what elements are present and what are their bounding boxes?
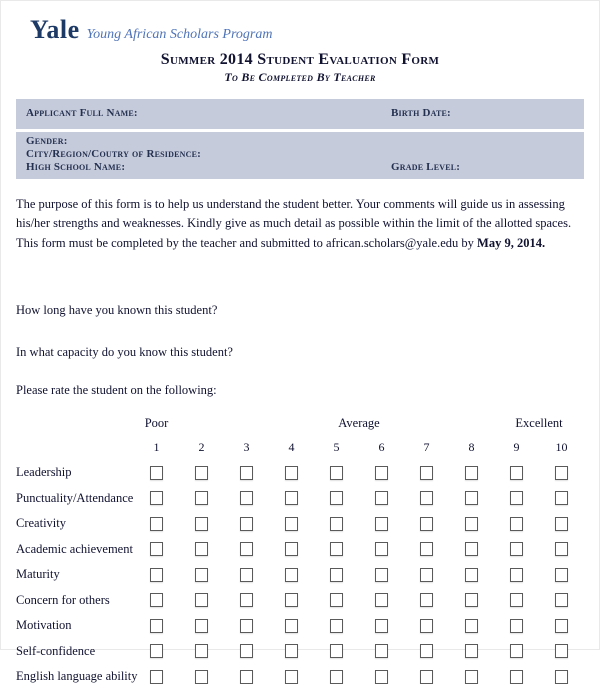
rating-cell [494, 517, 539, 531]
rating-checkbox[interactable] [240, 644, 253, 658]
rating-row [16, 618, 584, 633]
scale-poor-label: Poor [144, 416, 169, 431]
rating-cell [269, 542, 314, 556]
rating-checkbox[interactable] [195, 491, 208, 505]
rating-cell [269, 670, 314, 684]
rating-cell [404, 542, 449, 556]
rating-checkbox[interactable] [420, 619, 433, 633]
rating-checkbox[interactable] [285, 517, 298, 531]
rating-checkbox[interactable] [285, 593, 298, 607]
rating-checkbox[interactable] [510, 466, 523, 480]
rating-cell [134, 517, 179, 531]
rating-checkbox[interactable] [465, 568, 478, 582]
rating-cell [314, 644, 359, 658]
rating-checkbox[interactable] [465, 644, 478, 658]
rating-cell [134, 466, 179, 480]
rating-checkbox[interactable] [330, 517, 343, 531]
rating-cell [359, 644, 404, 658]
rating-checkbox[interactable] [465, 466, 478, 480]
rating-cell [449, 542, 494, 556]
rating-cell [494, 491, 539, 505]
rating-cell [224, 466, 269, 480]
rating-cell [494, 568, 539, 582]
rating-cell [134, 542, 179, 556]
rating-checkbox[interactable] [195, 644, 208, 658]
rating-cell [314, 670, 359, 684]
rating-checkbox[interactable] [240, 670, 253, 684]
rating-row [16, 669, 584, 684]
rating-checkbox[interactable] [240, 568, 253, 582]
scale-number-3: 3 [243, 440, 250, 455]
rating-cell [539, 670, 584, 684]
email-address: african.scholars@yale.edu [326, 235, 459, 250]
rating-cell [134, 491, 179, 505]
rating-cell [224, 517, 269, 531]
rating-checkbox[interactable] [555, 670, 568, 684]
form-subtitle: To Be Completed By Teacher [224, 70, 376, 84]
rating-row [16, 593, 584, 608]
rating-grid [16, 465, 584, 684]
rating-cell [314, 517, 359, 531]
rating-row-label: Motivation [16, 618, 72, 633]
rating-cell [359, 593, 404, 607]
rating-checkbox[interactable] [420, 517, 433, 531]
rating-cell [449, 568, 494, 582]
rating-checkbox[interactable] [375, 644, 388, 658]
rating-cell [404, 517, 449, 531]
scale-number-9: 9 [513, 440, 520, 455]
rating-checkbox[interactable] [285, 619, 298, 633]
applicant-name-label: Applicant Full Name: [26, 107, 138, 119]
rating-checkbox[interactable] [150, 466, 163, 480]
rating-cell [359, 517, 404, 531]
rating-checkbox[interactable] [240, 593, 253, 607]
program-logo [16, 1, 584, 45]
scale-number-7: 7 [423, 440, 430, 455]
rating-cell [539, 517, 584, 531]
rating-checkbox[interactable] [150, 542, 163, 556]
rating-cell [179, 568, 224, 582]
scale-number-10: 10 [555, 440, 568, 455]
rating-cell [269, 491, 314, 505]
due-date: May 9, 2014. [477, 235, 546, 250]
rating-row-label: Punctuality/Attendance [16, 490, 134, 505]
rating-checkbox[interactable] [375, 517, 388, 531]
rating-cell [269, 644, 314, 658]
rating-cell [269, 619, 314, 633]
school-name-label: High School Name: [26, 161, 126, 173]
rating-checkbox[interactable] [285, 568, 298, 582]
rating-checkbox[interactable] [375, 568, 388, 582]
intro-text: The purpose of this form is to help us understand the student better. Your comments will guide us in assessing his/her strengths and weaknesses. Kindly give as much detail as possible within the limit of the allotted spaces. This form must be completed by the teacher and submitted to [16, 197, 572, 250]
rating-cell [404, 644, 449, 658]
rating-cell [539, 466, 584, 480]
rating-cell [179, 517, 224, 531]
rating-cell [179, 593, 224, 607]
rating-checkbox[interactable] [510, 619, 523, 633]
rating-cell [404, 491, 449, 505]
rating-checkbox[interactable] [465, 517, 478, 531]
rating-checkbox[interactable] [510, 542, 523, 556]
rating-checkbox[interactable] [285, 670, 298, 684]
rating-cell [494, 542, 539, 556]
rating-checkbox[interactable] [510, 593, 523, 607]
birth-date-label: Birth Date: [391, 107, 451, 119]
rating-checkbox[interactable] [330, 466, 343, 480]
rating-cell [404, 466, 449, 480]
applicant-info-box-top [16, 99, 584, 129]
rating-cell [179, 619, 224, 633]
rating-cell [134, 593, 179, 607]
rating-cell [314, 466, 359, 480]
rating-row [16, 465, 584, 480]
rating-checkbox[interactable] [420, 466, 433, 480]
rating-cell [449, 670, 494, 684]
rating-cell [179, 644, 224, 658]
rating-cell [224, 619, 269, 633]
rating-checkbox[interactable] [375, 491, 388, 505]
rating-checkbox[interactable] [375, 619, 388, 633]
rating-cell [539, 568, 584, 582]
rating-checkbox[interactable] [465, 619, 478, 633]
rating-checkbox[interactable] [555, 491, 568, 505]
rating-cell [314, 491, 359, 505]
intro-text-after: by [458, 235, 478, 250]
rating-checkbox[interactable] [195, 517, 208, 531]
rating-cell [359, 619, 404, 633]
rating-checkbox[interactable] [150, 517, 163, 531]
rating-row [16, 644, 584, 659]
program-name: Young African Scholars Program [86, 27, 273, 42]
rating-checkbox[interactable] [150, 619, 163, 633]
residence-label: City/Region/Coutry of Residence: [26, 148, 201, 160]
rating-cell [179, 542, 224, 556]
rating-cell [404, 619, 449, 633]
rating-cell [224, 491, 269, 505]
rating-cell [494, 466, 539, 480]
rating-row-label: Creativity [16, 516, 66, 531]
rating-checkbox[interactable] [375, 670, 388, 684]
rating-checkbox[interactable] [465, 593, 478, 607]
rating-checkbox[interactable] [510, 568, 523, 582]
rating-checkbox[interactable] [555, 644, 568, 658]
rating-checkbox[interactable] [285, 466, 298, 480]
rating-row-label: Self-confidence [16, 643, 96, 658]
rating-row-label: Leadership [16, 465, 72, 480]
rating-checkbox[interactable] [420, 593, 433, 607]
rating-cell [404, 670, 449, 684]
rating-checkbox[interactable] [240, 542, 253, 556]
rating-cell [134, 619, 179, 633]
rating-row-label: Concern for others [16, 592, 110, 607]
rating-cell [269, 517, 314, 531]
rating-cell [494, 670, 539, 684]
rating-cell [404, 568, 449, 582]
scale-number-6: 6 [378, 440, 385, 455]
rating-cell [134, 670, 179, 684]
rating-checkbox[interactable] [240, 619, 253, 633]
rating-cell [539, 644, 584, 658]
question-known-duration: How long have you known this student? [16, 303, 218, 318]
scale-number-4: 4 [288, 440, 295, 455]
rating-checkbox[interactable] [240, 491, 253, 505]
rating-checkbox[interactable] [510, 670, 523, 684]
rating-checkbox[interactable] [285, 491, 298, 505]
rating-checkbox[interactable] [375, 542, 388, 556]
rating-checkbox[interactable] [375, 466, 388, 480]
rating-checkbox[interactable] [420, 644, 433, 658]
rating-cell [359, 568, 404, 582]
rating-cell [539, 491, 584, 505]
rating-cell [224, 568, 269, 582]
rating-cell [314, 542, 359, 556]
rating-cell [224, 593, 269, 607]
rating-cell [539, 542, 584, 556]
rating-cell [449, 619, 494, 633]
rating-checkbox[interactable] [195, 466, 208, 480]
rating-checkbox[interactable] [465, 491, 478, 505]
rating-cell [359, 466, 404, 480]
rating-checkbox[interactable] [420, 542, 433, 556]
rating-cell [134, 644, 179, 658]
rating-checkbox[interactable] [240, 517, 253, 531]
rating-cell [269, 568, 314, 582]
rating-cell [314, 593, 359, 607]
rating-checkbox[interactable] [195, 542, 208, 556]
rating-checkbox[interactable] [510, 644, 523, 658]
rating-checkbox[interactable] [555, 619, 568, 633]
scale-number-5: 5 [333, 440, 340, 455]
rating-cell [359, 491, 404, 505]
rating-cell [494, 619, 539, 633]
rating-row-label: Maturity [16, 567, 60, 582]
form-title: Summer 2014 Student Evaluation Form [160, 51, 440, 68]
question-capacity: In what capacity do you know this student? [16, 345, 233, 360]
rating-checkbox[interactable] [465, 670, 478, 684]
rating-row [16, 491, 584, 506]
rating-checkbox[interactable] [195, 619, 208, 633]
rating-checkbox[interactable] [555, 517, 568, 531]
rating-cell [314, 619, 359, 633]
rating-cell [134, 568, 179, 582]
scale-number-2: 2 [198, 440, 205, 455]
rating-checkbox[interactable] [330, 670, 343, 684]
rating-checkbox[interactable] [555, 593, 568, 607]
rating-cell [224, 644, 269, 658]
rating-row [16, 516, 584, 531]
rating-checkbox[interactable] [240, 466, 253, 480]
rating-checkbox[interactable] [465, 542, 478, 556]
rating-cell [269, 466, 314, 480]
rating-cell [224, 542, 269, 556]
rating-cell [539, 619, 584, 633]
scale-number-1: 1 [153, 440, 160, 455]
rating-row-label: Academic achievement [16, 541, 133, 556]
scale-numbers-row [16, 440, 584, 455]
rating-checkbox[interactable] [510, 491, 523, 505]
yale-wordmark: Yale [30, 15, 80, 44]
rating-checkbox[interactable] [195, 593, 208, 607]
rating-checkbox[interactable] [150, 491, 163, 505]
rating-instruction: Please rate the student on the following: [16, 383, 217, 398]
gender-label: Gender: [26, 135, 68, 147]
rating-checkbox[interactable] [330, 644, 343, 658]
rating-checkbox[interactable] [195, 670, 208, 684]
rating-cell [359, 542, 404, 556]
rating-cell [494, 593, 539, 607]
rating-checkbox[interactable] [150, 593, 163, 607]
rating-cell [449, 466, 494, 480]
rating-checkbox[interactable] [555, 466, 568, 480]
rating-checkbox[interactable] [330, 619, 343, 633]
rating-checkbox[interactable] [375, 593, 388, 607]
rating-row-label: English language ability [16, 669, 138, 684]
rating-cell [494, 644, 539, 658]
rating-checkbox[interactable] [195, 568, 208, 582]
rating-checkbox[interactable] [420, 670, 433, 684]
rating-checkbox[interactable] [420, 568, 433, 582]
rating-cell [179, 466, 224, 480]
rating-checkbox[interactable] [330, 568, 343, 582]
rating-cell [449, 517, 494, 531]
rating-cell [359, 670, 404, 684]
rating-checkbox[interactable] [150, 644, 163, 658]
grade-level-label: Grade Level: [391, 161, 461, 173]
rating-checkbox[interactable] [285, 542, 298, 556]
rating-cell [224, 670, 269, 684]
rating-cell [179, 670, 224, 684]
intro-paragraph [16, 195, 584, 253]
rating-cell [449, 593, 494, 607]
rating-cell [449, 491, 494, 505]
scale-labels-row [16, 416, 584, 431]
rating-checkbox[interactable] [510, 517, 523, 531]
rating-cell [539, 593, 584, 607]
scale-number-8: 8 [468, 440, 475, 455]
scale-average-label: Average [338, 416, 380, 431]
rating-checkbox[interactable] [285, 644, 298, 658]
rating-checkbox[interactable] [555, 542, 568, 556]
rating-cell [404, 593, 449, 607]
rating-checkbox[interactable] [555, 568, 568, 582]
rating-checkbox[interactable] [150, 568, 163, 582]
rating-checkbox[interactable] [150, 670, 163, 684]
rating-cell [314, 568, 359, 582]
applicant-info-box-bottom [16, 132, 584, 179]
rating-checkbox[interactable] [330, 593, 343, 607]
rating-cell [269, 593, 314, 607]
rating-row [16, 542, 584, 557]
rating-cell [449, 644, 494, 658]
rating-checkbox[interactable] [330, 542, 343, 556]
rating-cell [179, 491, 224, 505]
rating-checkbox[interactable] [330, 491, 343, 505]
scale-excellent-label: Excellent [515, 416, 563, 431]
rating-checkbox[interactable] [420, 491, 433, 505]
rating-row [16, 567, 584, 582]
